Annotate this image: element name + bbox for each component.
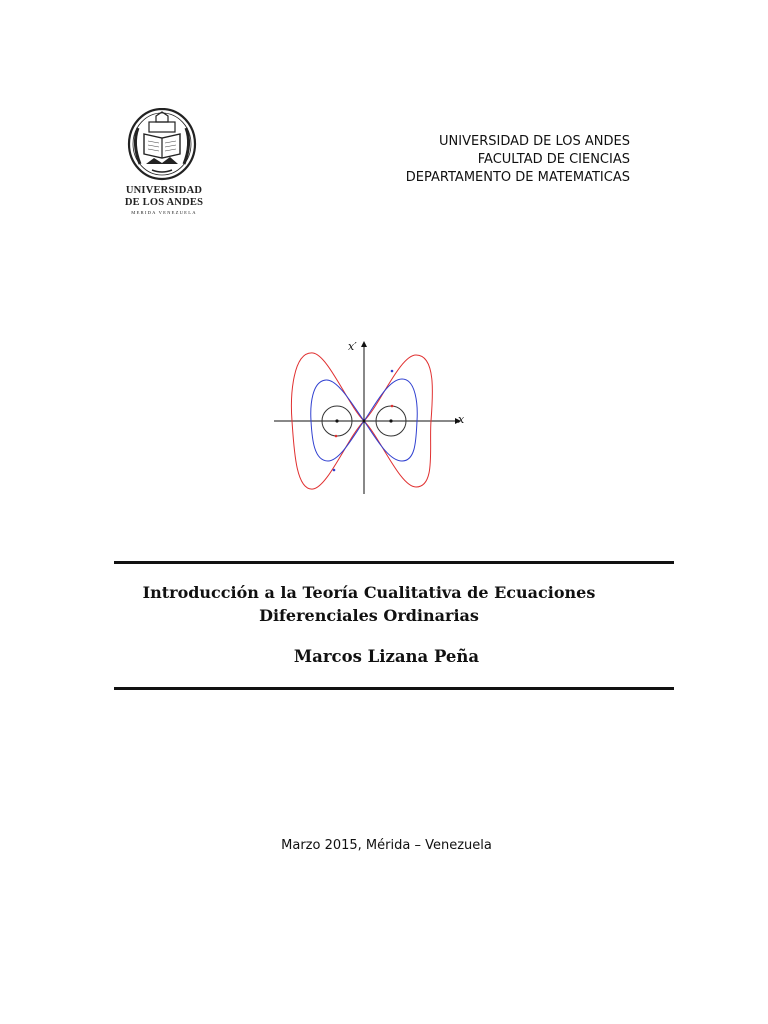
university-logo [122, 108, 206, 220]
title-rule-top [114, 561, 674, 564]
logo-text-line-1: UNIVERSIDAD [125, 185, 203, 196]
date-place: Marzo 2015, Mérida – Venezuela [281, 838, 492, 853]
university-seal-icon [122, 108, 206, 184]
book-title [114, 581, 624, 627]
equilibrium-origin [363, 420, 366, 423]
title-line-2: Diferenciales Ordinarias [259, 606, 479, 625]
title-rule-bottom [114, 687, 674, 690]
direction-marker [391, 370, 394, 373]
department-name: DEPARTAMENTO DE MATEMATICAS [405, 170, 630, 185]
faculty-name: FACULTAD DE CIENCIAS [477, 152, 630, 167]
y-axis-label: x′ [348, 340, 357, 353]
institution-header [406, 133, 630, 187]
equilibrium-right [389, 419, 392, 422]
author-name: Marcos Lizana Peña [293, 647, 480, 666]
y-axis-arrow [361, 341, 367, 347]
title-line-1: Introducción a la Teoría Cualitativa de Ecuaciones [142, 583, 596, 602]
x-axis-label: x [458, 413, 465, 426]
direction-marker [333, 469, 336, 472]
equilibrium-left [335, 419, 338, 422]
logo-text-line-3: MERIDA VENEZUELA [131, 210, 197, 215]
logo-text-line-2: DE LOS ANDES [124, 197, 204, 208]
direction-marker [391, 405, 394, 408]
university-name: UNIVERSIDAD DE LOS ANDES [439, 134, 630, 149]
phase-portrait-svg [268, 335, 478, 500]
phase-portrait-figure [268, 335, 478, 500]
direction-marker [335, 435, 338, 438]
